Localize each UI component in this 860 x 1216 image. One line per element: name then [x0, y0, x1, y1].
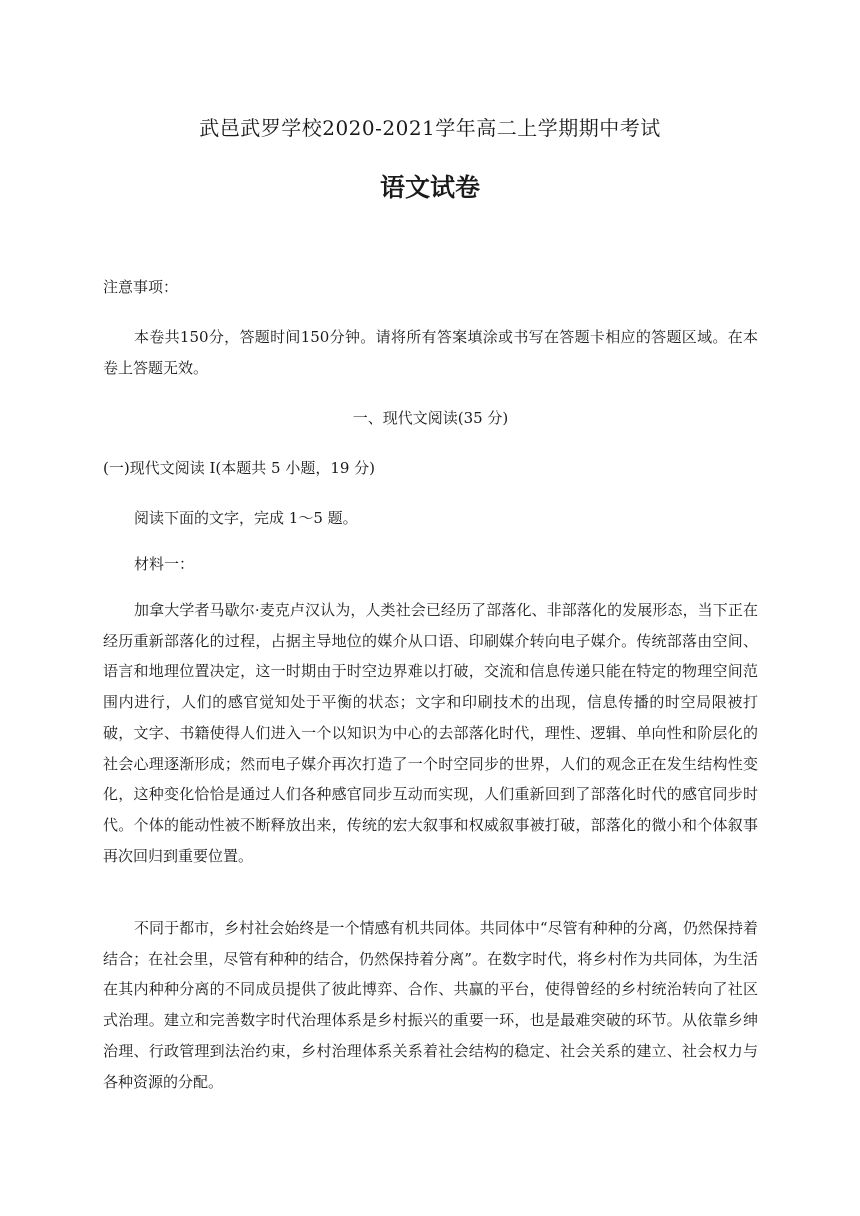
material-label: 材料一： — [134, 555, 195, 573]
material-paragraph-2: 不同于都市，乡村社会始终是一个情感有机共同体。共同体中“尽管有种种的分离，仍然保持着结合；在社会里，尽管有种种的结合，仍然保持着分离”。在数字时代，将乡村作为共同体，为生活在其内种种分离的不同成员提供了彼此博弈、合作、共赢的平台，使得曾经的乡村统治转向了社区式治理。建立和完善数字时代治理体系是乡村振兴的重要一环，也是最难突破的环节。从依靠乡绅治理、行政管理到法治约束，乡村治理体系关系着社会结构的稳定、社会关系的建立、社会权力与各种资源的分配。 — [103, 919, 758, 1091]
notice-label: 注意事项： — [103, 278, 179, 296]
section-heading: 一、现代文阅读(35 分) — [352, 409, 509, 427]
exam-subject-title: 语文试卷 — [379, 173, 480, 202]
part-heading: (一)现代文阅读 I(本题共 5 小题，19 分) — [103, 459, 376, 477]
reading-instruction: 阅读下面的文字，完成 1～5 题。 — [134, 509, 358, 527]
material-paragraph-1: 加拿大学者马歇尔·麦克卢汉认为，人类社会已经历了部落化、非部落化的发展形态，当下正在经历重新部落化的过程，占据主导地位的媒介从口语、印刷媒介转向电子媒介。传统部落由空间、语言和地理位置决定，这一时期由于时空边界难以打破，交流和信息传递只能在特定的物理空间范围内进行，人们的感官觉知处于平衡的状态；文字和印刷技术的出现，信息传播的时空局限被打破，文字、书籍使得人们进入一个以知识为中心的去部落化时代，理性、逻辑、单向性和阶层化的社会心理逐渐形成；然而电子媒介再次打造了一个时空同步的世界，人们的观念正在发生结构性变化，这种变化恰恰是通过人们各种感官同步互动而实现，人们重新回到了部落化时代的感官同步时代。个体的能动性被不断释放出来，传统的宏大叙事和权威叙事被打破，部落化的微小和个体叙事再次回归到重要位置。 — [103, 601, 758, 865]
notice-text: 本卷共150分，答题时间150分钟。请将所有答案填涂或书写在答题卡相应的答题区域。在本卷上答题无效。 — [103, 328, 758, 377]
exam-title: 武邑武罗学校2020-2021学年高二上学期期中考试 — [199, 116, 661, 140]
